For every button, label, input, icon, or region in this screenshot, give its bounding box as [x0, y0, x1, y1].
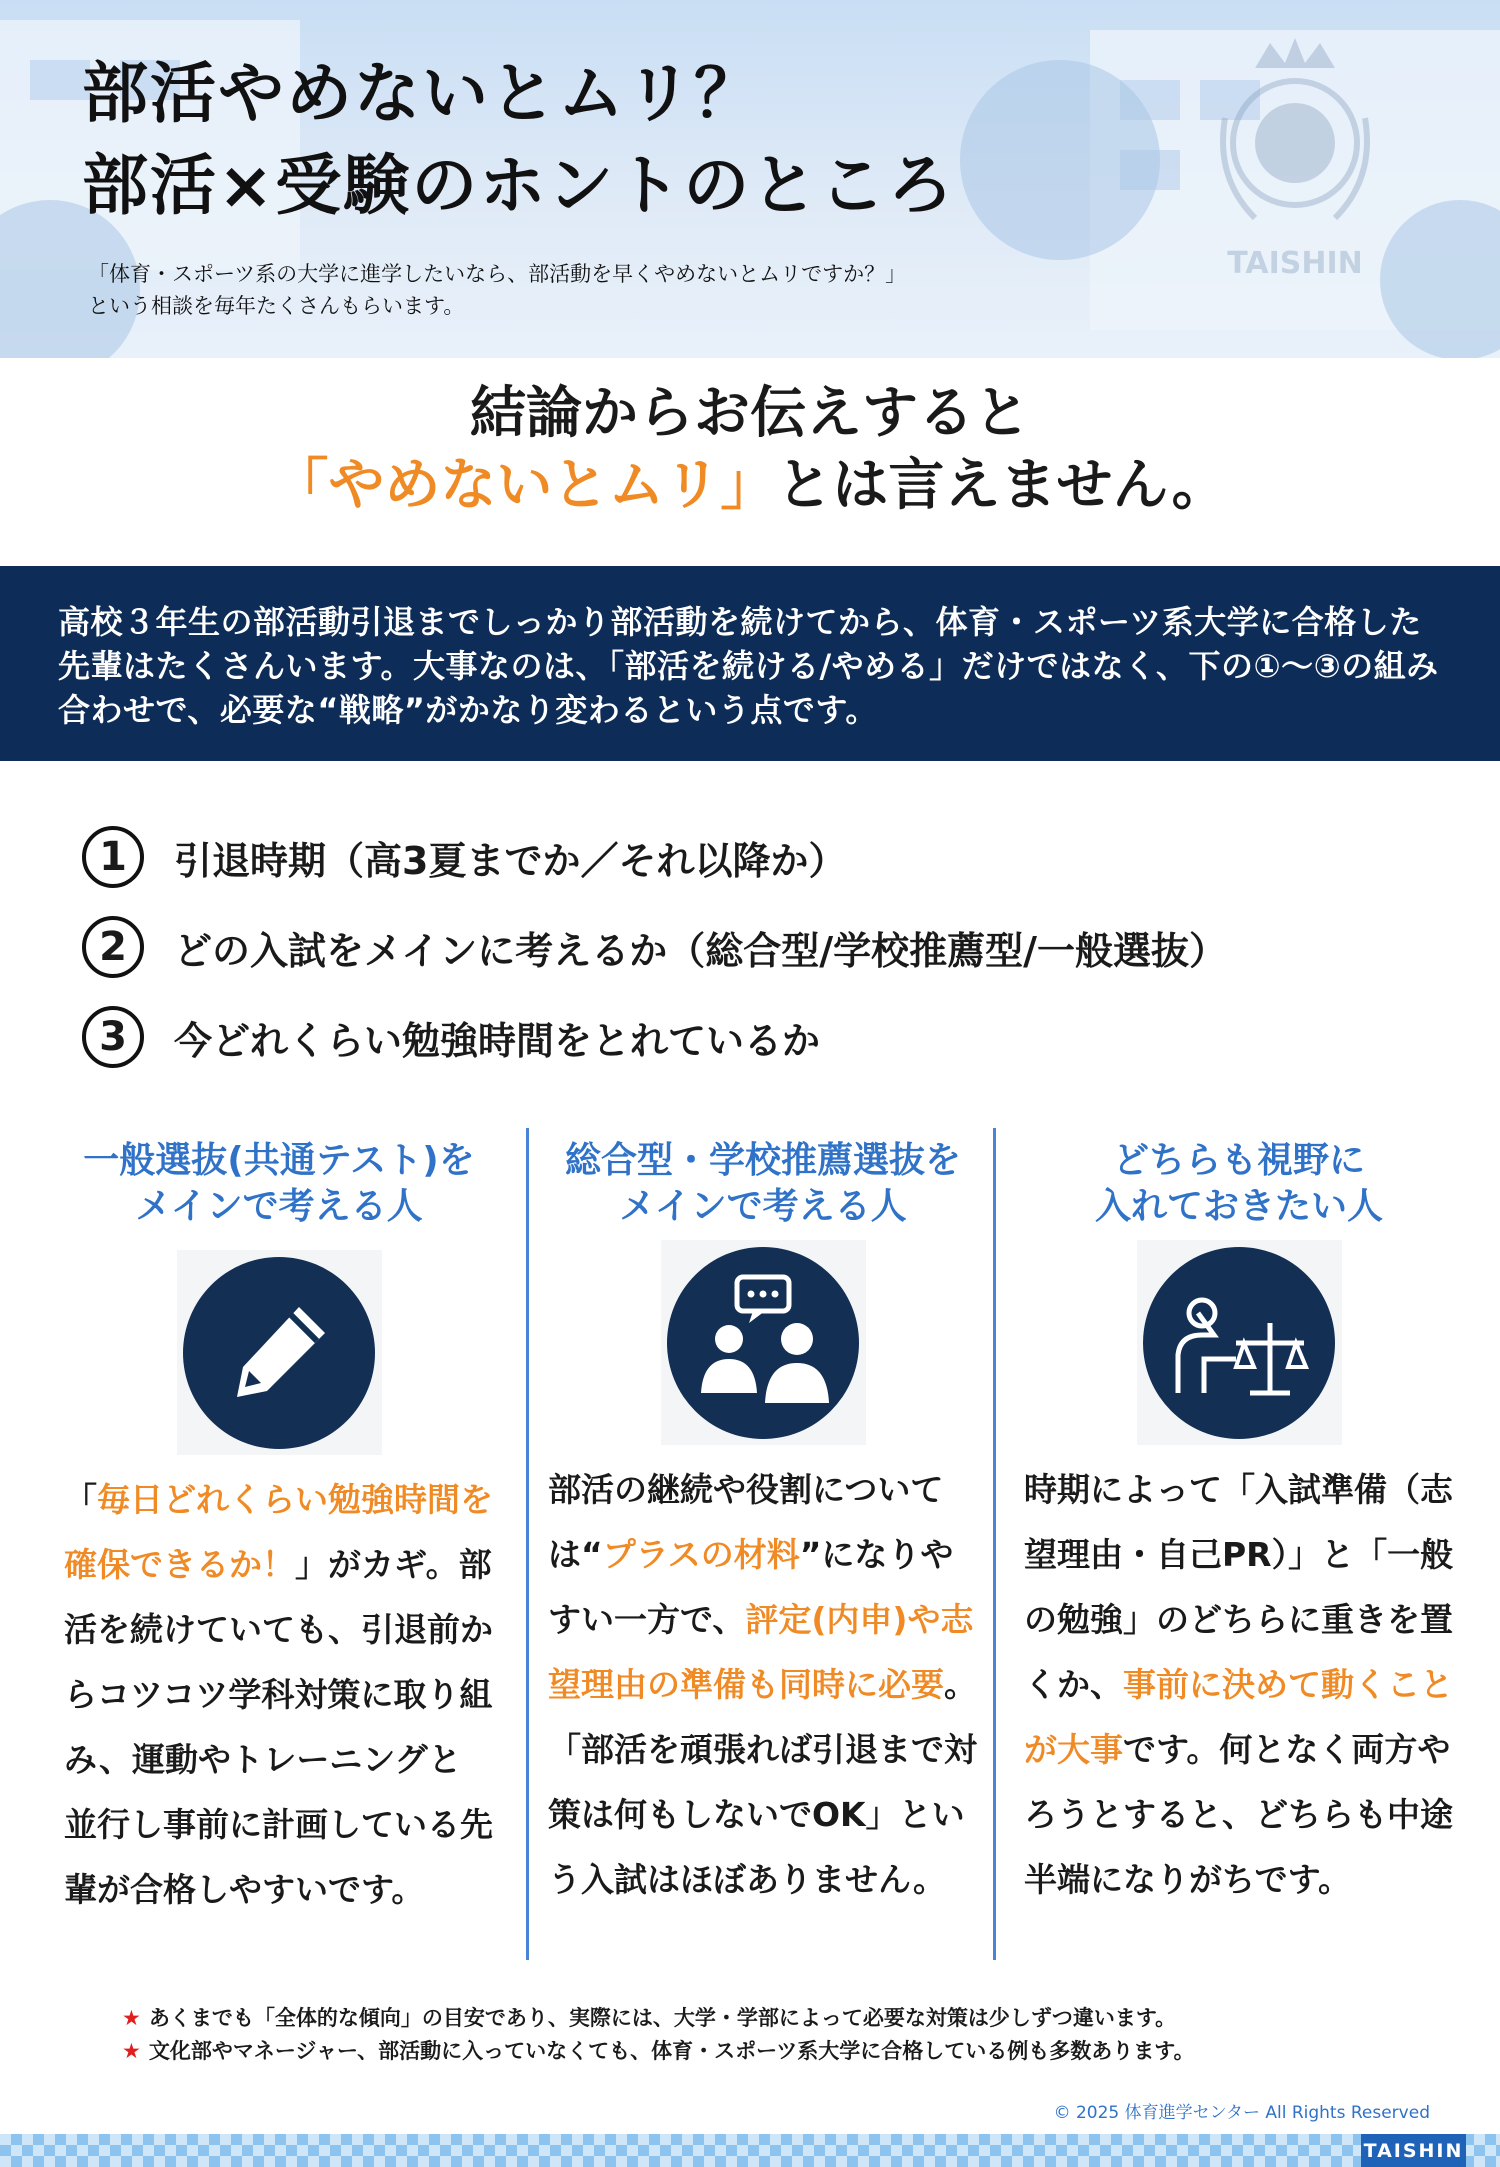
column-heading-line: 入れておきたい人	[1094, 1186, 1383, 1227]
list-item	[82, 992, 1227, 1082]
footnote-text: あくまでも「全体的な傾向」の目安であり、実際には、大学・学部によって必要な対策は少しずつ違います。	[148, 2006, 1177, 2030]
title-line-2: 部活×受験のホントのところ	[82, 147, 956, 224]
pencil-icon	[183, 1257, 375, 1449]
summary-text: 高校３年生の部活動引退までしっかり部活動を続けてから、体育・スポーツ系大学に合格した先輩はたくさんいます。大事なのは、「部活を続ける/やめる」だけではなく、下の①～③の組み合わせで、必要な“戦略”がかなり変わるという点です。	[58, 603, 1439, 729]
column-body	[1024, 1457, 1454, 1912]
column-heading	[548, 1138, 978, 1230]
icon-frame	[1137, 1240, 1342, 1445]
column-body	[64, 1467, 494, 1922]
point-text: どの入試をメインに考えるか（総合型/学校推薦型/一般選抜）	[174, 928, 1228, 973]
column-heading-line: 総合型・学校推薦選抜を	[564, 1140, 961, 1181]
conclusion-highlight: 「やめないとムリ」	[272, 453, 777, 518]
point-text: 今どれくらい勉強時間をとれているか	[174, 1018, 821, 1063]
point-number: 3	[82, 1006, 144, 1068]
checker-border	[0, 2134, 1500, 2167]
balance-icon	[1143, 1247, 1335, 1439]
brand-logo: TAISHIN	[1361, 2134, 1466, 2167]
footnote	[122, 2035, 1195, 2068]
point-number: 1	[82, 826, 144, 888]
footnotes	[122, 2002, 1195, 2068]
intro-text	[88, 258, 906, 322]
icon-frame	[661, 1240, 866, 1445]
column-heading-line: 一般選抜(共通テスト)を	[83, 1140, 475, 1181]
crest-text: TAISHIN	[1227, 246, 1363, 281]
conclusion-line-2	[0, 450, 1500, 522]
body-text: ”になりやすい一方で、	[548, 1535, 954, 1639]
background-tree	[960, 60, 1160, 260]
column-divider	[993, 1128, 996, 1960]
key-points-list	[82, 812, 1227, 1082]
highlight-text: 評定(内申)や志望理由の準備も同時に必要	[548, 1600, 974, 1704]
highlight-text: プラスの材料	[602, 1535, 800, 1574]
page-title	[82, 48, 955, 232]
crest-logo	[1195, 28, 1395, 288]
column-general-exam	[64, 1138, 494, 1922]
column-heading-line: メインで考える人	[135, 1186, 423, 1227]
column-heading-line: メインで考える人	[619, 1186, 907, 1227]
summary-band	[0, 566, 1500, 761]
interview-icon	[667, 1247, 859, 1439]
title-line-1: 部活やめないとムリ？	[82, 55, 762, 132]
body-text: 部活の継続や役割については“	[548, 1470, 944, 1574]
background-window	[30, 60, 90, 100]
column-body	[548, 1457, 978, 1912]
body-text: 」がカギ。部活を続けていても、引退前からコツコツ学科対策に取り組み、運動やトレーニングと並行し事前に計画している先輩が合格しやすいです。	[64, 1545, 493, 1909]
intro-line-2: という相談を毎年たくさんもらいます。	[88, 294, 465, 318]
column-recommendation	[548, 1138, 978, 1912]
column-both	[1024, 1138, 1454, 1912]
footnote	[122, 2002, 1195, 2035]
body-text: 「	[64, 1480, 97, 1519]
header-banner	[0, 0, 1500, 358]
conclusion-heading	[0, 378, 1500, 522]
star-icon: ★	[122, 2006, 141, 2030]
point-text: 引退時期（高3夏までか／それ以降か）	[174, 838, 847, 883]
body-text: 。「部活を頑張れば引退まで対策は何もしないでOK」という入試はほぼありません。	[548, 1665, 977, 1899]
list-item	[82, 812, 1227, 902]
copyright: © 2025 体育進学センター All Rights Reserved	[1053, 2103, 1430, 2123]
column-divider	[526, 1128, 529, 1960]
list-item	[82, 902, 1227, 992]
body-text: 時期によって「入試準備（志望理由・自己PR）」と「一般の勉強」のどちらに重きを置くか、	[1024, 1470, 1454, 1704]
column-heading	[64, 1138, 494, 1230]
highlight-text: 事前に決めて動くことが大事	[1024, 1665, 1453, 1769]
column-heading-line: どちらも視野に	[1112, 1140, 1365, 1181]
icon-frame	[177, 1250, 382, 1455]
highlight-text: 毎日どれくらい勉強時間を確保できるか！	[64, 1480, 493, 1584]
star-icon: ★	[122, 2039, 141, 2063]
body-text: です。何となく両方やろうとすると、どちらも中途半端になりがちです。	[1024, 1730, 1453, 1899]
point-number: 2	[82, 916, 144, 978]
footnote-text: 文化部やマネージャー、部活動に入っていなくても、体育・スポーツ系大学に合格している例も多数あります。	[148, 2039, 1195, 2063]
intro-line-1: 「体育・スポーツ系の大学に進学したいなら、部活動を早くやめないとムリですか？」	[88, 262, 907, 286]
conclusion-rest: とは言えません。	[776, 453, 1228, 518]
conclusion-line-1: 結論からお伝えすると	[470, 381, 1030, 446]
column-heading	[1024, 1138, 1454, 1230]
